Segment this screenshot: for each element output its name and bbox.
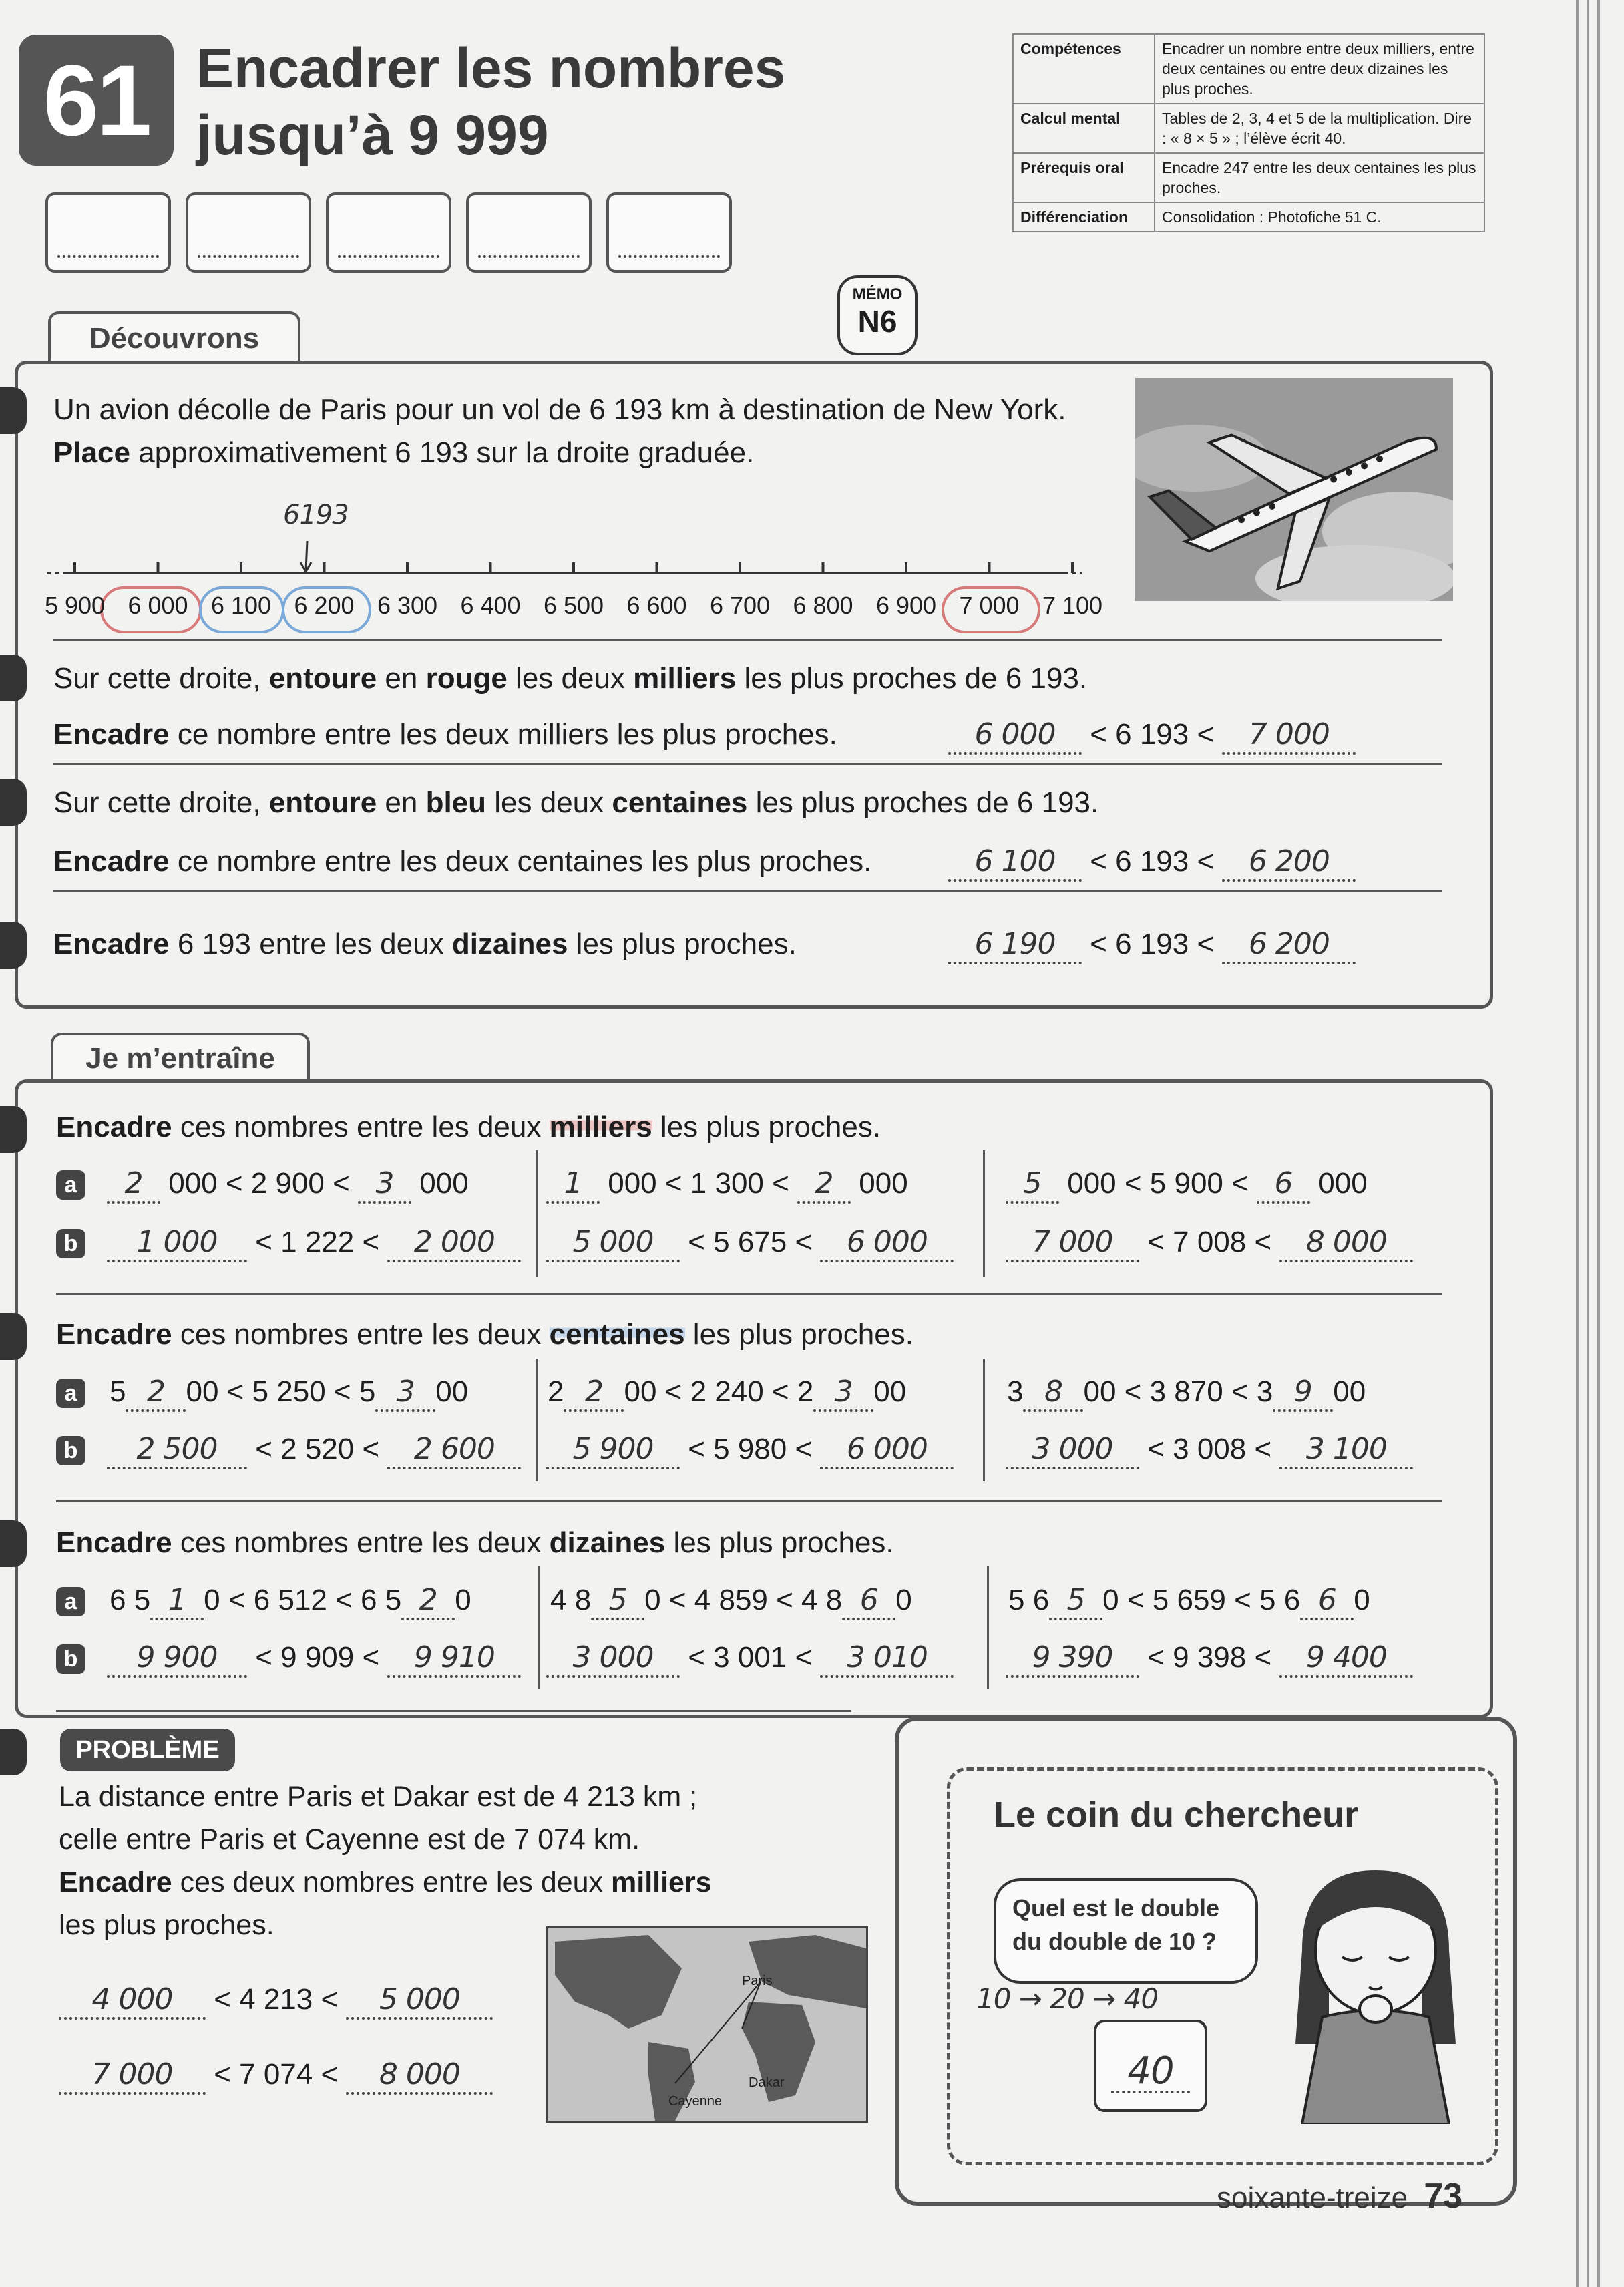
- answer-field[interactable]: 5 000: [546, 1225, 680, 1262]
- ex5-a3: [1006, 1166, 1368, 1204]
- answer-box[interactable]: [1094, 2020, 1207, 2112]
- bold-word: centaines: [612, 786, 748, 819]
- text: 00 < 2 240 < 2: [624, 1375, 814, 1408]
- ex7-a2: [550, 1583, 912, 1620]
- ex7-b3: [1006, 1640, 1413, 1678]
- divider: [56, 1293, 1442, 1295]
- bold-verb: Place: [53, 436, 130, 469]
- ex1-rest: approximativement 6 193 sur la droite graduée.: [130, 436, 755, 469]
- chercheur-work: 10 → 20 → 40: [976, 1982, 1159, 2015]
- text: < 3 001 <: [680, 1641, 821, 1674]
- bold-verb: Encadre: [56, 1318, 172, 1351]
- text: en: [377, 786, 426, 819]
- table-row: [1013, 104, 1484, 153]
- info-table: [1012, 33, 1485, 232]
- column-separator: [983, 1359, 985, 1481]
- answer-field[interactable]: 3: [358, 1166, 411, 1204]
- page-footer: [1217, 2176, 1462, 2216]
- comparison: < 6 193 <: [1082, 845, 1223, 878]
- map-graphic: [548, 1928, 866, 2121]
- question-line-1: Quel est le double: [1012, 1894, 1220, 1922]
- tick-label: 7 000: [959, 592, 1020, 619]
- text: les plus proches.: [568, 928, 797, 960]
- probleme-answer-1: [59, 1982, 493, 2020]
- text: 000: [1310, 1167, 1368, 1200]
- row-value: Encadre 247 entre les deux centaines les plus proches.: [1155, 153, 1484, 202]
- ex5-b3: [1006, 1225, 1413, 1262]
- ex3-line1: [53, 785, 1098, 820]
- row-label: Compétences: [1013, 34, 1155, 104]
- ex5-a2: [546, 1166, 908, 1204]
- lesson-title: [196, 35, 785, 168]
- answer-field[interactable]: 5: [1049, 1583, 1102, 1620]
- bubble-text: [996, 1881, 1255, 1969]
- text: 000: [411, 1167, 469, 1200]
- bold-verb: entoure: [268, 662, 377, 695]
- answer-field[interactable]: 6 000: [820, 1432, 954, 1469]
- ex6-instruction: [56, 1317, 914, 1352]
- probleme-line-4: les plus proches.: [59, 1909, 274, 1941]
- probleme-line-2: celle entre Paris et Cayenne est de 7 074 km.: [59, 1823, 640, 1856]
- text: < 5 675 <: [680, 1226, 821, 1258]
- answer-field[interactable]: 6 100: [948, 844, 1082, 882]
- answer-field[interactable]: 6 000: [820, 1225, 954, 1262]
- ex6-a2: [548, 1375, 906, 1412]
- ex5-b2: [546, 1225, 954, 1262]
- answer-field[interactable]: 3 000: [1006, 1432, 1139, 1469]
- memo-label: MÉMO: [852, 285, 903, 303]
- chercheur-title: Le coin du chercheur: [994, 1795, 1359, 1835]
- answer-field[interactable]: 2: [564, 1375, 624, 1412]
- answer-dotted-line: [1111, 2091, 1190, 2093]
- answer-field[interactable]: 3: [813, 1375, 873, 1412]
- ex2-line1: [53, 661, 1087, 696]
- answer-field[interactable]: 9: [1273, 1375, 1333, 1412]
- exercise-number-4: [0, 922, 27, 969]
- bold-verb: Encadre: [53, 928, 170, 960]
- bold-verb: Encadre: [59, 1866, 172, 1898]
- label-a: a: [56, 1587, 85, 1616]
- answer-field[interactable]: 1 000: [107, 1225, 247, 1262]
- text: 6 5: [110, 1584, 151, 1616]
- answer-field[interactable]: 8 000: [346, 2057, 493, 2095]
- text: les deux: [507, 662, 634, 695]
- map-label-cayenne: Cayenne: [668, 2094, 723, 2109]
- answer-field[interactable]: 8 000: [1279, 1225, 1413, 1262]
- divider: [53, 890, 1442, 892]
- text: ces deux nombres entre les deux: [172, 1866, 612, 1898]
- row-label: Différenciation: [1013, 202, 1155, 232]
- question-line-2: du double de 10 ?: [1012, 1928, 1217, 1955]
- text: Sur cette droite,: [53, 786, 269, 819]
- column-separator: [987, 1566, 989, 1689]
- bold-verb: Encadre: [53, 718, 170, 751]
- bold-word: milliers: [633, 662, 737, 695]
- score-slot[interactable]: [45, 192, 171, 273]
- row-value: Encadrer un nombre entre deux milliers, entre deux centaines ou entre deux dizaines les plus proches.: [1155, 34, 1484, 104]
- ex2-answer[interactable]: [948, 717, 1356, 755]
- text: 00: [1333, 1375, 1366, 1408]
- score-slot[interactable]: [186, 192, 311, 273]
- row-value: Tables de 2, 3, 4 et 5 de la multiplication. Dire : « 8 × 5 » ; l’élève écrit 40.: [1155, 104, 1484, 153]
- text: 5 6: [1008, 1584, 1050, 1616]
- probleme-answer-2: [59, 2057, 493, 2095]
- text: ces nombres entre les deux: [172, 1526, 550, 1559]
- page-edge-line: [1587, 0, 1589, 2287]
- bold-word: centaines: [549, 1318, 685, 1351]
- tick-label: 6 500: [543, 592, 604, 619]
- exercise-number-8: [0, 1729, 27, 1775]
- bold-word: bleu: [425, 786, 487, 819]
- text: 000: [851, 1167, 908, 1200]
- ex7-instruction: [56, 1526, 894, 1560]
- answer-field[interactable]: 3: [375, 1375, 435, 1412]
- exercise-number-5: [0, 1106, 27, 1153]
- text: 5: [110, 1375, 126, 1408]
- ex3-line2: [53, 844, 871, 879]
- world-map: [546, 1926, 868, 2123]
- answer-field[interactable]: 6 200: [1222, 927, 1356, 964]
- answer-field[interactable]: 5 000: [346, 1982, 493, 2020]
- bold-word: milliers: [611, 1866, 712, 1898]
- ex3-answer[interactable]: [948, 844, 1356, 882]
- tick-label: 6 700: [709, 592, 771, 619]
- text: 000 < 1 300 <: [600, 1167, 798, 1200]
- answer-field[interactable]: 2 500: [107, 1432, 247, 1469]
- label-a: a: [56, 1170, 85, 1200]
- answer-field[interactable]: 2: [401, 1583, 455, 1620]
- ex5-a1: [107, 1166, 469, 1204]
- score-slot[interactable]: [466, 192, 592, 273]
- text: 000 < 5 900 <: [1059, 1167, 1257, 1200]
- answer-field[interactable]: 5: [591, 1583, 644, 1620]
- probleme-tag: PROBLÈME: [60, 1729, 235, 1771]
- page-edge-line: [1576, 0, 1579, 2287]
- text: < 9 398 <: [1139, 1641, 1280, 1674]
- answer-field[interactable]: 1: [150, 1583, 204, 1620]
- ex6-b3: [1006, 1432, 1413, 1469]
- bold-word: dizaines: [549, 1526, 666, 1559]
- text: les deux: [486, 786, 612, 819]
- ex2-line2: [53, 717, 837, 752]
- bold-verb: Encadre: [56, 1111, 172, 1144]
- exercise-number-2: [0, 655, 27, 701]
- answer-field[interactable]: 7 000: [1006, 1225, 1139, 1262]
- tab-decouvrons: Découvrons: [48, 311, 300, 363]
- answer-field[interactable]: 6 190: [948, 927, 1082, 964]
- tick-label: 6 900: [875, 592, 937, 619]
- girl-illustration: [1275, 1843, 1476, 2124]
- answer-field[interactable]: 6: [1257, 1166, 1310, 1204]
- text: 0: [1354, 1584, 1370, 1616]
- bold-verb: Encadre: [53, 845, 170, 878]
- answer-field[interactable]: 9 390: [1006, 1640, 1139, 1678]
- text: ces nombres entre les deux: [172, 1318, 550, 1351]
- text: 0: [455, 1584, 471, 1616]
- row-value: Consolidation : Photofiche 51 C.: [1155, 202, 1484, 232]
- ex7-b2: [546, 1640, 954, 1678]
- row-label: Calcul mental: [1013, 104, 1155, 153]
- tab-entraine: Je m’entraîne: [51, 1033, 310, 1082]
- text: < 7 074 <: [206, 2058, 347, 2091]
- answer-field[interactable]: 9 900: [107, 1640, 247, 1678]
- text: 00 < 3 870 < 3: [1083, 1375, 1273, 1408]
- tick-label: 6 000: [128, 592, 188, 619]
- map-label-dakar: Dakar: [749, 2075, 785, 2090]
- text: 0: [895, 1584, 912, 1616]
- tick-label: 6 600: [626, 592, 687, 619]
- text: < 5 980 <: [680, 1433, 821, 1465]
- text: les plus proches de 6 193.: [747, 786, 1099, 819]
- text: < 7 008 <: [1139, 1226, 1280, 1258]
- table-row: [1013, 153, 1484, 202]
- page-edge-line: [1597, 0, 1600, 2287]
- text: < 4 213 <: [206, 1983, 347, 2016]
- text: 00: [435, 1375, 469, 1408]
- probleme-line-1: La distance entre Paris et Dakar est de 4 213 km ;: [59, 1781, 698, 1813]
- ex7-a3: [1008, 1583, 1370, 1620]
- marker-label: 6193: [283, 500, 349, 530]
- ex1-instruction: [53, 435, 754, 470]
- text: les plus proches.: [652, 1111, 881, 1144]
- ex5-instruction: [56, 1110, 881, 1145]
- answer-field[interactable]: 9 910: [387, 1640, 521, 1678]
- text: 6 193 entre les deux: [169, 928, 452, 960]
- divider: [56, 1500, 1442, 1502]
- answer-field[interactable]: 2 000: [387, 1225, 521, 1262]
- answer-field[interactable]: 8: [1023, 1375, 1083, 1412]
- bold-verb: Encadre: [56, 1526, 172, 1559]
- ex5-b1: [107, 1225, 521, 1262]
- tick-label: 6 200: [294, 592, 355, 619]
- ex6-b2: [546, 1432, 954, 1469]
- text: les plus proches.: [665, 1526, 894, 1559]
- column-separator: [983, 1150, 985, 1277]
- table-row: [1013, 34, 1484, 104]
- score-slot[interactable]: [326, 192, 451, 273]
- answer-field[interactable]: 6: [1300, 1583, 1354, 1620]
- tick-label: 6 100: [210, 592, 272, 619]
- probleme-line-3: [59, 1865, 712, 1900]
- memo-badge: [837, 275, 918, 355]
- tick-label: 6 800: [793, 592, 853, 619]
- text: 000 < 2 900 <: [160, 1167, 359, 1200]
- ex4-line: [53, 927, 797, 962]
- exercise-number-1: [0, 387, 27, 434]
- answer-field[interactable]: 2: [797, 1166, 851, 1204]
- answer-field[interactable]: 5: [1006, 1166, 1059, 1204]
- speech-bubble: [994, 1878, 1258, 1984]
- text: les plus proches de 6 193.: [736, 662, 1088, 695]
- text: < 3 008 <: [1139, 1433, 1280, 1465]
- airplane-image: [1135, 378, 1453, 601]
- answer-field[interactable]: 7 000: [59, 2057, 206, 2095]
- bold-word: rouge: [425, 662, 508, 695]
- answer-field[interactable]: 7 000: [1222, 717, 1356, 755]
- answer-field[interactable]: 6 000: [948, 717, 1082, 755]
- exercise-number-7: [0, 1520, 27, 1567]
- answer-field[interactable]: 2: [107, 1166, 160, 1204]
- ex6-b1: [107, 1432, 521, 1469]
- label-a: a: [56, 1379, 85, 1408]
- text: < 1 222 <: [247, 1226, 388, 1258]
- tick-label: 6 300: [377, 592, 438, 619]
- row-label: Prérequis oral: [1013, 153, 1155, 202]
- bold-word: milliers: [549, 1111, 652, 1144]
- bold-word: dizaines: [451, 928, 568, 960]
- title-line-1: Encadrer les nombres: [196, 37, 786, 100]
- answer-field[interactable]: 4 000: [59, 1982, 206, 2020]
- map-label-paris: Paris: [742, 1974, 773, 1988]
- answer-field[interactable]: 6: [842, 1583, 895, 1620]
- ex7-a1: [110, 1583, 471, 1620]
- text: < 2 520 <: [247, 1433, 388, 1465]
- exercise-number-6: [0, 1313, 27, 1360]
- text: ces nombres entre les deux: [172, 1111, 550, 1144]
- text: Sur cette droite,: [53, 662, 269, 695]
- divider: [53, 763, 1442, 765]
- lesson-number-badge: 61: [19, 35, 174, 166]
- text: 0 < 5 659 < 5 6: [1102, 1584, 1301, 1616]
- text: 0 < 4 859 < 4 8: [644, 1584, 843, 1616]
- tick-label: 7 100: [1042, 592, 1103, 619]
- bold-verb: entoure: [268, 786, 377, 819]
- marker-arrow: [306, 541, 307, 570]
- column-separator: [536, 1359, 538, 1481]
- comparison: < 6 193 <: [1082, 718, 1223, 751]
- text: 3: [1007, 1375, 1024, 1408]
- text: les plus proches.: [684, 1318, 914, 1351]
- score-slot[interactable]: [606, 192, 732, 273]
- exercise-number-3: [0, 779, 27, 826]
- page-number: 73: [1424, 2177, 1463, 2216]
- answer-field[interactable]: 1: [546, 1166, 600, 1204]
- table-row: [1013, 202, 1484, 232]
- column-separator: [538, 1566, 540, 1689]
- comparison: < 6 193 <: [1082, 928, 1223, 960]
- text: ce nombre entre les deux centaines les plus proches.: [169, 845, 872, 878]
- text: 0 < 6 512 < 6 5: [204, 1584, 402, 1616]
- tick-label: 6 400: [460, 592, 521, 619]
- label-b: b: [56, 1229, 85, 1258]
- ex4-answer[interactable]: [948, 927, 1356, 964]
- divider: [53, 639, 1442, 641]
- text: en: [377, 662, 426, 695]
- ex1-text: Un avion décolle de Paris pour un vol de 6 193 km à destination de New York.: [53, 393, 1066, 426]
- answer-field[interactable]: 6 200: [1222, 844, 1356, 882]
- answer-field[interactable]: 3 100: [1279, 1432, 1413, 1469]
- answer-value[interactable]: 40: [1127, 2049, 1174, 2093]
- text: 00 < 5 250 < 5: [186, 1375, 376, 1408]
- answer-field[interactable]: 3 010: [820, 1640, 954, 1678]
- divider: [56, 1710, 851, 1712]
- label-b: b: [56, 1436, 85, 1465]
- title-line-2: jusqu’à 9 999: [196, 104, 549, 166]
- number-line: [40, 528, 1108, 581]
- answer-field[interactable]: 2: [126, 1375, 186, 1412]
- memo-code: N6: [857, 304, 897, 339]
- tick-labels: [40, 592, 1108, 625]
- ex6-a3: [1007, 1375, 1366, 1412]
- text: ce nombre entre les deux milliers les plus proches.: [169, 718, 837, 751]
- ex6-a1: [110, 1375, 468, 1412]
- answer-field[interactable]: 2 600: [387, 1432, 521, 1469]
- text: < 9 909 <: [247, 1641, 388, 1674]
- page-number-words: soixante-treize: [1217, 2181, 1408, 2214]
- ex7-b1: [107, 1640, 521, 1678]
- text: 2: [548, 1375, 564, 1408]
- answer-field[interactable]: 9 400: [1279, 1640, 1413, 1678]
- tick-label: 5 900: [44, 592, 106, 619]
- text: 00: [873, 1375, 907, 1408]
- text: 4 8: [550, 1584, 592, 1616]
- label-b: b: [56, 1644, 85, 1674]
- column-separator: [536, 1150, 538, 1277]
- answer-field[interactable]: 5 900: [546, 1432, 680, 1469]
- answer-field[interactable]: 3 000: [546, 1640, 680, 1678]
